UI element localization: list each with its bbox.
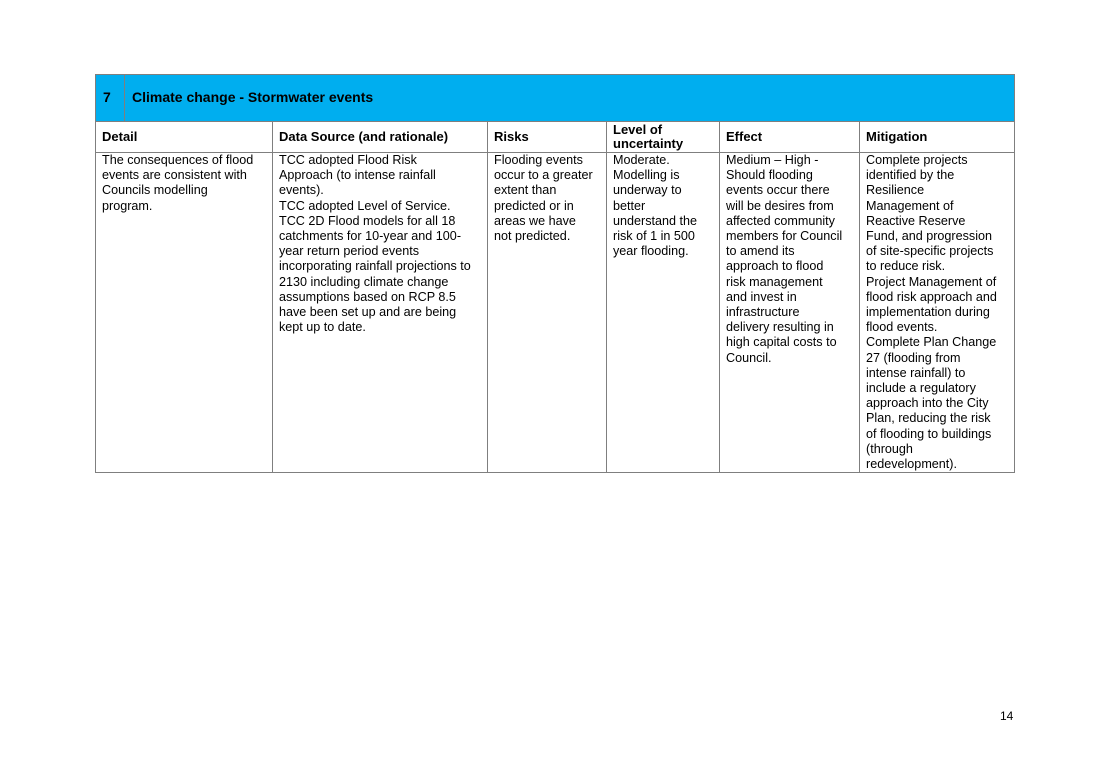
cell-text-line: implementation during: [866, 305, 990, 320]
cell-text-line: TCC adopted Flood Risk: [279, 153, 417, 167]
detail-cell: [96, 153, 273, 473]
effect-cell: [720, 153, 860, 473]
header-data-source: Data Source (and rationale): [273, 122, 488, 153]
cell-text-line: Flooding events: [494, 153, 583, 167]
cell-text-line: Resilience: [866, 183, 925, 198]
cell-text-line: to reduce risk.: [866, 259, 946, 274]
cell-text-line: Management of: [866, 198, 954, 213]
cell-text-line: program.: [102, 198, 153, 213]
cell-text-line: TCC 2D Flood models for all 18: [279, 213, 456, 228]
column-header-row: [96, 122, 1015, 153]
cell-text-line: events are consistent with: [102, 168, 247, 183]
cell-text-line: incorporating rainfall projections to: [279, 259, 471, 274]
header-effect: Effect: [720, 122, 860, 153]
cell-text-line: high capital costs to: [726, 335, 837, 350]
data-source-cell: [273, 153, 488, 473]
cell-text-line: have been set up and are being: [279, 305, 457, 320]
cell-text-line: of flooding to buildings: [866, 426, 992, 441]
cell-text-line: not predicted.: [494, 229, 571, 244]
cell-text-line: approach into the City: [866, 396, 989, 411]
cell-text-line: Reactive Reserve: [866, 213, 966, 228]
cell-text-line: infrastructure: [726, 305, 800, 320]
table-row: [96, 153, 1015, 473]
cell-text-line: intense rainfall) to: [866, 365, 966, 380]
page-number: 14: [1000, 709, 1014, 723]
cell-text-line: Modelling is: [613, 168, 680, 183]
cell-text-line: Moderate.: [613, 153, 670, 167]
mitigation-cell: [860, 153, 1015, 473]
cell-text-line: flood risk approach and: [866, 289, 997, 304]
cell-text-line: extent than: [494, 183, 557, 198]
cell-text-line: kept up to date.: [279, 320, 366, 335]
cell-text-line: assumptions based on RCP 8.5: [279, 289, 456, 304]
cell-text-line: identified by the: [866, 168, 955, 183]
header-level-line: Level of: [613, 122, 663, 137]
header-level-line: uncertainty: [613, 136, 684, 151]
cell-text-line: occur to a greater: [494, 168, 593, 183]
cell-text-line: predicted or in: [494, 198, 574, 213]
cell-text-line: underway to: [613, 183, 682, 198]
cell-text-line: year return period events: [279, 244, 420, 259]
cell-text-line: to amend its: [726, 244, 795, 259]
cell-text-line: will be desires from: [726, 198, 834, 213]
section-number: 7: [96, 75, 125, 121]
cell-text-line: redevelopment).: [866, 457, 958, 472]
cell-text-line: Complete projects: [866, 153, 968, 167]
cell-text-line: events occur there: [726, 183, 830, 198]
cell-text-line: understand the: [613, 213, 698, 228]
cell-text-line: Medium – High -: [726, 153, 819, 167]
cell-text-line: catchments for 10-year and 100-: [279, 229, 462, 244]
cell-text-line: of site-specific projects: [866, 244, 994, 259]
header-risks: Risks: [488, 122, 607, 153]
cell-text-line: Project Management of: [866, 274, 997, 289]
cell-text-line: 27 (flooding from: [866, 350, 961, 365]
cell-text-line: Council.: [726, 350, 772, 365]
cell-text-line: The consequences of flood: [102, 153, 254, 167]
cell-text-line: better: [613, 198, 646, 213]
cell-text-line: and invest in: [726, 289, 797, 304]
header-detail: Detail: [96, 122, 273, 153]
cell-text-line: Should flooding: [726, 168, 813, 183]
section-title-row: [96, 75, 1015, 122]
cell-text-line: members for Council: [726, 229, 843, 244]
cell-text-line: 2130 including climate change: [279, 274, 449, 289]
cell-text-line: events).: [279, 183, 324, 198]
cell-text-line: Approach (to intense rainfall: [279, 168, 436, 183]
header-mitigation: Mitigation: [860, 122, 1015, 153]
cell-text-line: risk of 1 in 500: [613, 229, 695, 244]
cell-text-line: (through: [866, 441, 913, 456]
cell-text-line: Complete Plan Change: [866, 335, 997, 350]
cell-text-line: delivery resulting in: [726, 320, 834, 335]
cell-text-line: Plan, reducing the risk: [866, 411, 991, 426]
risk-table: [95, 74, 1015, 473]
cell-text-line: flood events.: [866, 320, 938, 335]
cell-text-line: year flooding.: [613, 244, 689, 259]
cell-text-line: include a regulatory: [866, 381, 976, 396]
cell-text-line: Councils modelling: [102, 183, 208, 198]
uncertainty-cell: [607, 153, 720, 473]
section-title: Climate change - Stormwater events: [132, 89, 374, 106]
header-level-of-uncertainty: [607, 122, 720, 153]
cell-text-line: Fund, and progression: [866, 229, 993, 244]
cell-text-line: affected community: [726, 213, 835, 228]
risks-cell: [488, 153, 607, 473]
cell-text-line: approach to flood: [726, 259, 824, 274]
cell-text-line: risk management: [726, 274, 823, 289]
cell-text-line: TCC adopted Level of Service.: [279, 198, 451, 213]
cell-text-line: areas we have: [494, 213, 576, 228]
